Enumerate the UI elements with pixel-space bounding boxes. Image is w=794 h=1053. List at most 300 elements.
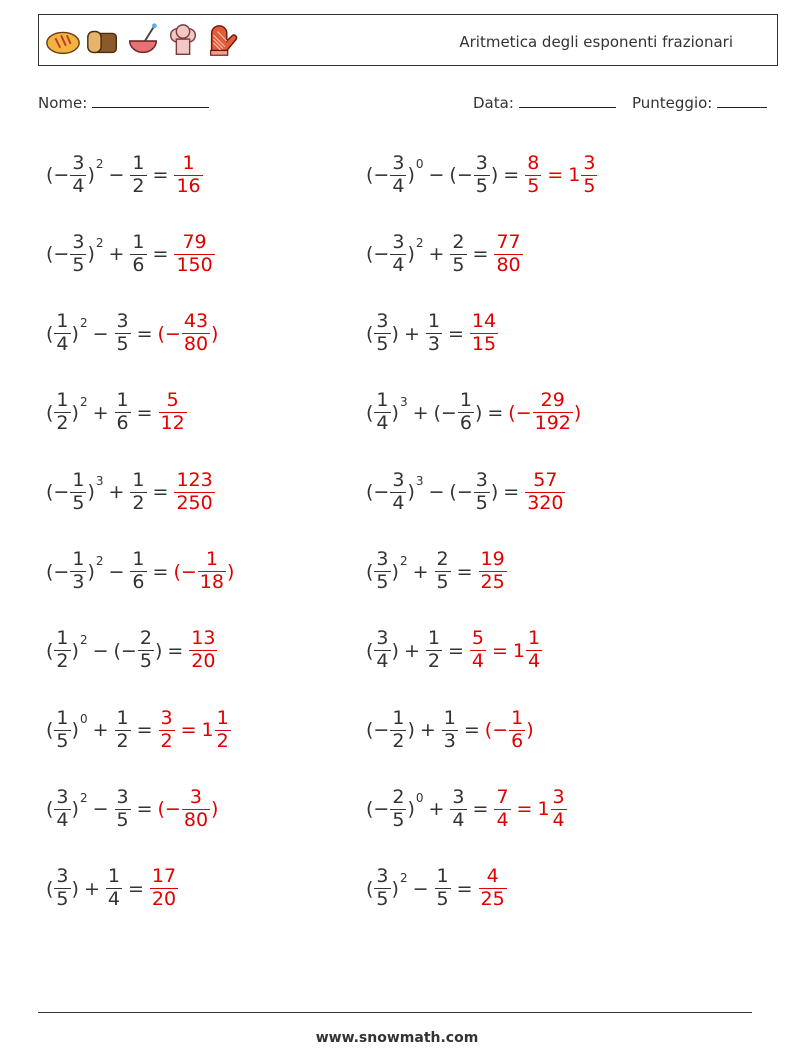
problem-item <box>46 774 218 844</box>
operator: − <box>92 639 109 662</box>
base-fraction <box>390 468 406 514</box>
close-paren: ) <box>391 401 399 424</box>
denominator: 4 <box>376 412 389 435</box>
denominator: 150 <box>176 253 213 276</box>
problem-item <box>366 299 499 369</box>
operator: + <box>412 560 429 583</box>
numerator: 1 <box>182 151 195 174</box>
problem-item <box>46 616 218 686</box>
equals-sign: = <box>180 719 197 742</box>
fraction <box>435 867 451 910</box>
close-paren: ) <box>407 243 415 266</box>
numerator: 43 <box>183 310 209 333</box>
numerator: 57 <box>533 468 558 491</box>
open-paren: (− <box>433 401 457 424</box>
denominator: 4 <box>56 333 69 356</box>
denominator: 4 <box>452 808 465 831</box>
numerator: 1 <box>132 151 145 174</box>
name-label: Nome: <box>38 94 88 112</box>
numerator: 3 <box>392 230 405 253</box>
operator: − <box>108 560 125 583</box>
denominator: 6 <box>132 253 145 276</box>
exponent: 3 <box>399 394 408 409</box>
answer <box>173 550 234 593</box>
numerator: 3 <box>160 706 173 729</box>
denominator: 5 <box>475 174 488 197</box>
close-paren: ) <box>490 164 499 186</box>
answer <box>158 706 232 752</box>
numerator: 1 <box>132 468 145 491</box>
fraction <box>435 550 451 593</box>
denominator: 5 <box>72 253 85 276</box>
close-paren: ) <box>71 401 79 424</box>
close-paren: ) <box>71 322 79 345</box>
close-paren: ) <box>474 401 483 424</box>
operator: + <box>92 401 109 424</box>
answer-fraction <box>159 391 187 434</box>
problem-item <box>366 378 581 448</box>
close-paren: ) <box>71 719 79 742</box>
close-paren: ) <box>87 560 95 583</box>
answer-fraction <box>182 785 210 831</box>
problem-item <box>46 457 216 527</box>
problem-item <box>46 854 179 924</box>
problem-item <box>46 219 216 289</box>
base-fraction <box>374 312 390 355</box>
numerator: 3 <box>475 151 488 174</box>
mixed-whole: 1 <box>568 164 581 186</box>
operator: + <box>403 639 420 662</box>
numerator: 1 <box>443 706 456 729</box>
denominator: 4 <box>496 808 509 831</box>
worksheet-title: Aritmetica degli esponenti frazionari <box>459 33 733 51</box>
problem-item <box>46 378 188 448</box>
denominator: 5 <box>436 571 449 593</box>
denominator: 320 <box>527 491 564 514</box>
denominator: 2 <box>132 174 145 197</box>
close-paren: ) <box>87 164 95 186</box>
equals-sign: = <box>463 719 480 742</box>
open-paren: (− <box>366 798 390 821</box>
denominator: 4 <box>376 650 389 673</box>
answer <box>173 468 215 514</box>
denominator: 4 <box>56 808 69 831</box>
exponent: 2 <box>79 315 88 330</box>
denominator: 5 <box>475 491 488 514</box>
open-paren: (− <box>46 481 70 504</box>
denominator: 5 <box>392 808 405 831</box>
base-fraction <box>474 151 490 197</box>
numerator: 3 <box>376 310 389 333</box>
equals-sign: = <box>167 639 184 662</box>
base-fraction <box>390 230 406 276</box>
numerator: 1 <box>216 706 229 729</box>
open-paren: ( <box>366 401 374 424</box>
numerator: 1 <box>427 310 440 333</box>
fraction <box>115 785 131 831</box>
numerator: 3 <box>56 785 69 808</box>
mixed-fraction <box>215 706 231 752</box>
denominator: 25 <box>480 888 505 911</box>
answer <box>469 629 543 672</box>
answer-fraction <box>470 312 498 355</box>
denominator: 20 <box>151 888 177 911</box>
equals-sign: = <box>136 322 153 345</box>
answer-fraction <box>494 230 522 276</box>
answer <box>173 230 215 276</box>
base-fraction <box>458 391 474 434</box>
numerator: 13 <box>191 627 216 650</box>
equals-sign: = <box>152 481 169 504</box>
open-paren: ( <box>46 798 54 821</box>
date-field[interactable] <box>473 93 616 112</box>
denominator: 5 <box>116 808 129 831</box>
denominator: 5 <box>452 253 465 276</box>
close-paren: ) <box>226 560 235 583</box>
equals-sign: = <box>503 164 520 186</box>
worksheet-header <box>38 14 778 66</box>
close-paren: ) <box>407 164 415 186</box>
mixed-fraction <box>551 785 567 831</box>
denominator: 6 <box>116 412 129 435</box>
close-paren: ) <box>490 481 499 504</box>
close-paren: ) <box>71 639 79 662</box>
denominator: 2 <box>56 650 69 673</box>
problem-item <box>46 299 218 369</box>
numerator: 17 <box>151 865 177 888</box>
equals-sign: = <box>472 798 489 821</box>
answer <box>493 230 523 276</box>
answer <box>469 312 499 355</box>
numerator: 19 <box>480 548 505 571</box>
loaf-icon <box>84 22 122 60</box>
denominator: 16 <box>176 174 201 197</box>
denominator: 5 <box>56 888 69 911</box>
base-fraction <box>138 629 154 672</box>
mixing-bowl-icon <box>124 22 162 60</box>
base-fraction <box>70 230 86 276</box>
base-fraction <box>54 785 70 831</box>
exponent: 2 <box>95 553 104 568</box>
score-blank[interactable] <box>717 93 767 108</box>
answer <box>173 151 203 197</box>
numerator: 123 <box>176 468 213 491</box>
denominator: 12 <box>160 412 185 435</box>
answer-fraction <box>174 230 214 276</box>
close-paren: ) <box>407 719 415 742</box>
open-paren: (− <box>366 243 390 266</box>
denominator: 5 <box>376 333 389 356</box>
close-paren: ) <box>211 798 219 821</box>
problem-item <box>46 537 234 607</box>
answer-fraction <box>182 312 210 355</box>
equals-sign: = <box>136 401 153 424</box>
mixed-whole: 1 <box>537 798 550 821</box>
operator: − <box>428 164 445 186</box>
base-fraction <box>474 468 490 514</box>
open-paren: (− <box>46 243 70 266</box>
denominator: 6 <box>511 729 524 752</box>
answer <box>524 468 566 514</box>
close-paren: ) <box>71 877 79 900</box>
numerator: 1 <box>527 627 541 650</box>
base-fraction <box>374 867 390 910</box>
date-blank[interactable] <box>519 93 616 108</box>
close-paren: ) <box>211 322 219 345</box>
operator: + <box>419 719 436 742</box>
exponent: 2 <box>399 870 408 885</box>
mixed-whole: 1 <box>201 719 214 742</box>
denominator: 5 <box>527 174 540 197</box>
equals-sign: = <box>152 243 169 266</box>
numerator: 3 <box>116 310 129 333</box>
operator: − <box>412 877 429 900</box>
exponent: 3 <box>415 474 424 489</box>
operator: + <box>108 481 125 504</box>
denominator: 6 <box>132 571 145 593</box>
close-paren: ) <box>573 401 582 424</box>
denominator: 2 <box>427 650 440 673</box>
denominator: 2 <box>392 729 405 752</box>
operator: + <box>108 243 125 266</box>
close-paren: ) <box>71 798 79 821</box>
date-label: Data: <box>473 94 514 112</box>
numerator: 1 <box>132 548 145 571</box>
open-paren: (− <box>366 719 390 742</box>
denominator: 192 <box>534 412 571 435</box>
open-paren: (− <box>449 164 473 186</box>
numerator: 14 <box>471 310 497 333</box>
equals-sign: = <box>152 164 169 186</box>
answer <box>149 867 179 910</box>
base-fraction <box>374 550 390 593</box>
denominator: 2 <box>160 729 173 752</box>
denominator: 80 <box>496 253 521 276</box>
numerator: 1 <box>116 706 129 729</box>
denominator: 5 <box>116 333 129 356</box>
denominator: 25 <box>480 571 505 593</box>
numerator: 3 <box>392 151 405 174</box>
denominator: 6 <box>459 412 472 435</box>
open-paren: (− <box>46 164 70 186</box>
answer <box>158 391 188 434</box>
equals-sign: = <box>487 401 504 424</box>
numerator: 1 <box>56 389 69 412</box>
numerator: 3 <box>116 785 129 808</box>
fraction <box>130 230 146 276</box>
equals-sign: = <box>447 322 464 345</box>
numerator: 3 <box>452 785 465 808</box>
base-fraction <box>54 391 70 434</box>
answer-fraction <box>189 629 217 672</box>
numerator: 3 <box>56 865 69 888</box>
answer-fraction <box>470 629 486 672</box>
denominator: 5 <box>72 491 85 514</box>
problem-item <box>366 854 508 924</box>
denominator: 5 <box>376 571 389 593</box>
name-blank[interactable] <box>92 93 209 108</box>
denominator: 80 <box>183 808 209 831</box>
denominator: 3 <box>72 571 85 593</box>
denominator: 2 <box>216 729 229 752</box>
numerator: 8 <box>527 151 540 174</box>
open-paren: ( <box>46 639 54 662</box>
close-paren: ) <box>87 481 95 504</box>
footer-divider <box>38 1012 752 1013</box>
numerator: 2 <box>436 548 449 571</box>
close-paren: ) <box>407 798 415 821</box>
numerator: 1 <box>56 706 69 729</box>
denominator: 15 <box>471 333 497 356</box>
numerator: 1 <box>132 230 145 253</box>
name-field[interactable] <box>38 93 209 112</box>
base-fraction <box>374 629 390 672</box>
problem-item <box>46 140 204 210</box>
answer-fraction <box>174 151 202 197</box>
problem-item <box>366 774 568 844</box>
operator: − <box>428 481 445 504</box>
numerator: 1 <box>116 389 129 412</box>
footer-url: www.snowmath.com <box>315 1030 479 1046</box>
answer <box>524 151 598 197</box>
base-fraction <box>54 706 70 752</box>
numerator: 1 <box>205 548 218 571</box>
equals-sign: = <box>472 243 489 266</box>
close-paren: ) <box>87 243 95 266</box>
fraction <box>130 151 146 197</box>
fraction <box>442 706 458 752</box>
oven-mitt-icon <box>204 22 242 60</box>
base-fraction <box>70 550 86 593</box>
denominator: 5 <box>56 729 69 752</box>
open-paren: (− <box>366 164 390 186</box>
exponent: 2 <box>399 553 408 568</box>
chef-hat-icon <box>164 22 202 60</box>
open-paren: ( <box>46 719 54 742</box>
open-paren: ( <box>46 877 54 900</box>
numerator: 1 <box>56 310 69 333</box>
denominator: 4 <box>552 808 565 831</box>
denominator: 2 <box>132 491 145 514</box>
numerator: 3 <box>376 627 389 650</box>
denominator: 20 <box>191 650 216 673</box>
exponent: 3 <box>95 474 104 489</box>
numerator: 3 <box>72 230 85 253</box>
close-paren: ) <box>407 481 415 504</box>
denominator: 5 <box>139 650 152 673</box>
problem-item <box>366 616 543 686</box>
base-fraction <box>54 867 70 910</box>
answer <box>508 391 581 434</box>
answer-fraction <box>494 785 510 831</box>
operator: + <box>412 401 429 424</box>
numerator: 1 <box>436 865 449 888</box>
score-field[interactable] <box>632 93 767 112</box>
numerator: 4 <box>486 865 499 888</box>
equals-sign: = <box>491 639 508 662</box>
numerator: 7 <box>496 785 509 808</box>
base-fraction <box>54 312 70 355</box>
base-fraction <box>390 785 406 831</box>
denominator: 2 <box>116 729 129 752</box>
operator: − <box>92 322 109 345</box>
denominator: 5 <box>583 174 596 197</box>
exponent: 2 <box>95 236 104 251</box>
close-paren: ) <box>526 719 534 742</box>
answer <box>158 312 219 355</box>
numerator: 1 <box>72 548 85 571</box>
answer-fraction <box>533 391 573 434</box>
open-paren: (− <box>366 481 390 504</box>
bread-icon <box>44 22 82 60</box>
numerator: 1 <box>511 706 524 729</box>
denominator: 4 <box>107 888 120 911</box>
exponent: 2 <box>95 157 104 171</box>
close-paren: ) <box>154 639 163 662</box>
answer <box>188 629 218 672</box>
numerator: 1 <box>56 627 69 650</box>
operator: + <box>83 877 100 900</box>
numerator: 1 <box>427 627 440 650</box>
operator: + <box>403 322 420 345</box>
operator: − <box>92 798 109 821</box>
denominator: 4 <box>527 650 541 673</box>
equals-sign: = <box>456 877 473 900</box>
answer <box>157 785 219 831</box>
fraction <box>106 867 122 910</box>
base-fraction <box>54 629 70 672</box>
numerator: 3 <box>376 865 389 888</box>
open-paren: ( <box>366 877 374 900</box>
fraction <box>115 706 131 752</box>
denominator: 4 <box>471 650 484 673</box>
numerator: 1 <box>392 706 405 729</box>
operator: + <box>428 243 445 266</box>
base-fraction <box>390 151 406 197</box>
numerator: 2 <box>452 230 465 253</box>
denominator: 250 <box>176 491 213 514</box>
open-paren: (− <box>113 639 137 662</box>
answer-fraction <box>198 550 226 593</box>
exponent: 2 <box>79 791 88 806</box>
answer-fraction <box>159 706 175 752</box>
equals-sign: = <box>516 798 533 821</box>
equals-sign: = <box>547 164 564 186</box>
exponent: 2 <box>79 632 88 647</box>
numerator: 3 <box>392 468 405 491</box>
numerator: 3 <box>189 785 202 808</box>
open-paren: (− <box>173 560 197 583</box>
exponent: 2 <box>415 236 424 251</box>
answer-fraction <box>174 468 214 514</box>
operator: + <box>92 719 109 742</box>
operator: − <box>108 164 125 186</box>
answer <box>478 867 508 910</box>
fraction <box>450 785 466 831</box>
open-paren: ( <box>46 322 54 345</box>
base-fraction <box>374 391 390 434</box>
open-paren: ( <box>46 401 54 424</box>
denominator: 18 <box>199 571 224 593</box>
problem-item <box>46 695 232 765</box>
numerator: 29 <box>540 389 565 412</box>
mixed-whole: 1 <box>512 639 525 662</box>
open-paren: (− <box>46 560 70 583</box>
close-paren: ) <box>391 877 399 900</box>
fraction <box>426 312 442 355</box>
denominator: 80 <box>183 333 209 356</box>
answer <box>484 706 534 752</box>
